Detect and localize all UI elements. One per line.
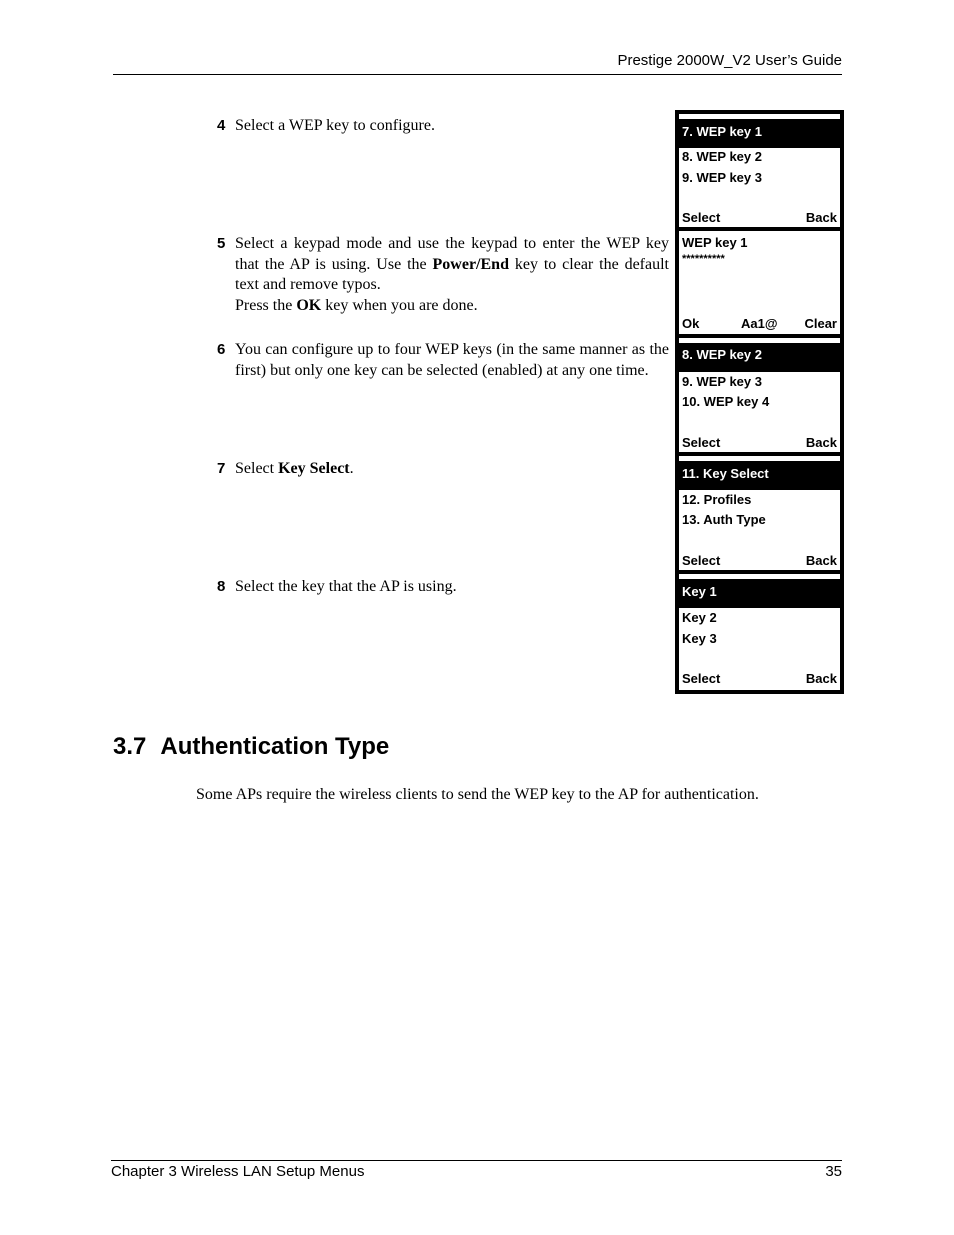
screen-key-select-menu — [679, 456, 840, 570]
menu-item: 12. Profiles — [682, 492, 752, 507]
section-title-text: Authentication Type — [160, 733, 390, 760]
step-number: 7 — [217, 460, 226, 477]
step-text: Select the key that the AP is using. — [235, 578, 457, 595]
chapter-title: Chapter 3 Wireless LAN Setup Menus — [111, 1163, 365, 1180]
softkey-back: Back — [805, 553, 837, 568]
screen-wep-key-list-2 — [679, 338, 840, 452]
menu-item: Key 3 — [682, 631, 717, 646]
softkey-back: Back — [805, 435, 837, 450]
step-7 — [217, 459, 669, 480]
softkey-select: Select — [682, 553, 721, 568]
menu-item: 8. WEP key 2 — [682, 149, 762, 164]
page-header — [113, 50, 842, 75]
menu-item-highlighted: 7. WEP key 1 — [682, 124, 762, 139]
phone-screens-panel — [675, 110, 844, 694]
entry-title: WEP key 1 — [682, 235, 748, 250]
text-run: key to clear the default text and remove typos. — [235, 255, 670, 293]
text-run: . — [349, 460, 354, 477]
softkey-back: Back — [805, 671, 837, 686]
screen-wep-key-list — [679, 114, 840, 227]
menu-item: 13. Auth Type — [682, 512, 766, 527]
menu-item: 9. WEP key 3 — [682, 170, 762, 185]
menu-item: 10. WEP key 4 — [682, 394, 770, 409]
key-name: OK — [296, 296, 322, 314]
page-footer — [111, 1160, 842, 1181]
softkey-back: Back — [805, 210, 837, 225]
step-text — [235, 459, 669, 480]
step-text: Select a WEP key to configure. — [235, 117, 435, 134]
softkey-ok: Ok — [682, 316, 700, 331]
text-run: key when you are done. — [321, 296, 478, 314]
text-run: Select a keypad mode and use the keypad to enter the WEP key that the AP is using. Use the — [235, 235, 669, 273]
menu-item: 9. WEP key 3 — [682, 374, 762, 389]
softkey-select: Select — [682, 671, 721, 686]
step-text — [235, 234, 669, 316]
entry-value: ********** — [682, 253, 725, 265]
key-name: Power/End — [432, 255, 509, 273]
menu-item-highlighted: 11. Key Select — [682, 466, 769, 481]
guide-title: Prestige 2000W_V2 User’s Guide — [617, 52, 842, 69]
step-number: 8 — [217, 578, 226, 595]
menu-item-highlighted: 8. WEP key 2 — [682, 347, 762, 362]
step-4 — [217, 116, 669, 137]
menu-item: Key 2 — [682, 610, 717, 625]
text-run: Select — [235, 460, 279, 477]
body-paragraph: Some APs require the wireless clients to send the WEP key to the AP for authentication. — [196, 786, 759, 803]
step-5 — [217, 234, 669, 316]
softkey-clear: Clear — [804, 316, 837, 331]
step-8 — [217, 577, 669, 598]
page-number: 35 — [825, 1163, 842, 1180]
softkey-select: Select — [682, 210, 721, 225]
text-run: Press the — [235, 296, 297, 314]
softkey-mode: Aa1@ — [741, 316, 778, 331]
step-number: 6 — [217, 341, 226, 358]
step-number: 5 — [217, 235, 226, 252]
menu-name: Key Select — [278, 460, 350, 477]
section-heading — [113, 733, 389, 761]
menu-item-highlighted: Key 1 — [682, 584, 717, 599]
step-text: You can configure up to four WEP keys (in the same manner as the first) but only one key can be selected (enabled) at any one time. — [235, 341, 669, 379]
step-number: 4 — [217, 117, 226, 134]
softkey-select: Select — [682, 435, 721, 450]
screen-wep-key-entry — [679, 231, 840, 334]
section-number: 3.7 — [113, 733, 147, 760]
step-6 — [217, 340, 669, 381]
screen-key-choice — [679, 574, 840, 690]
